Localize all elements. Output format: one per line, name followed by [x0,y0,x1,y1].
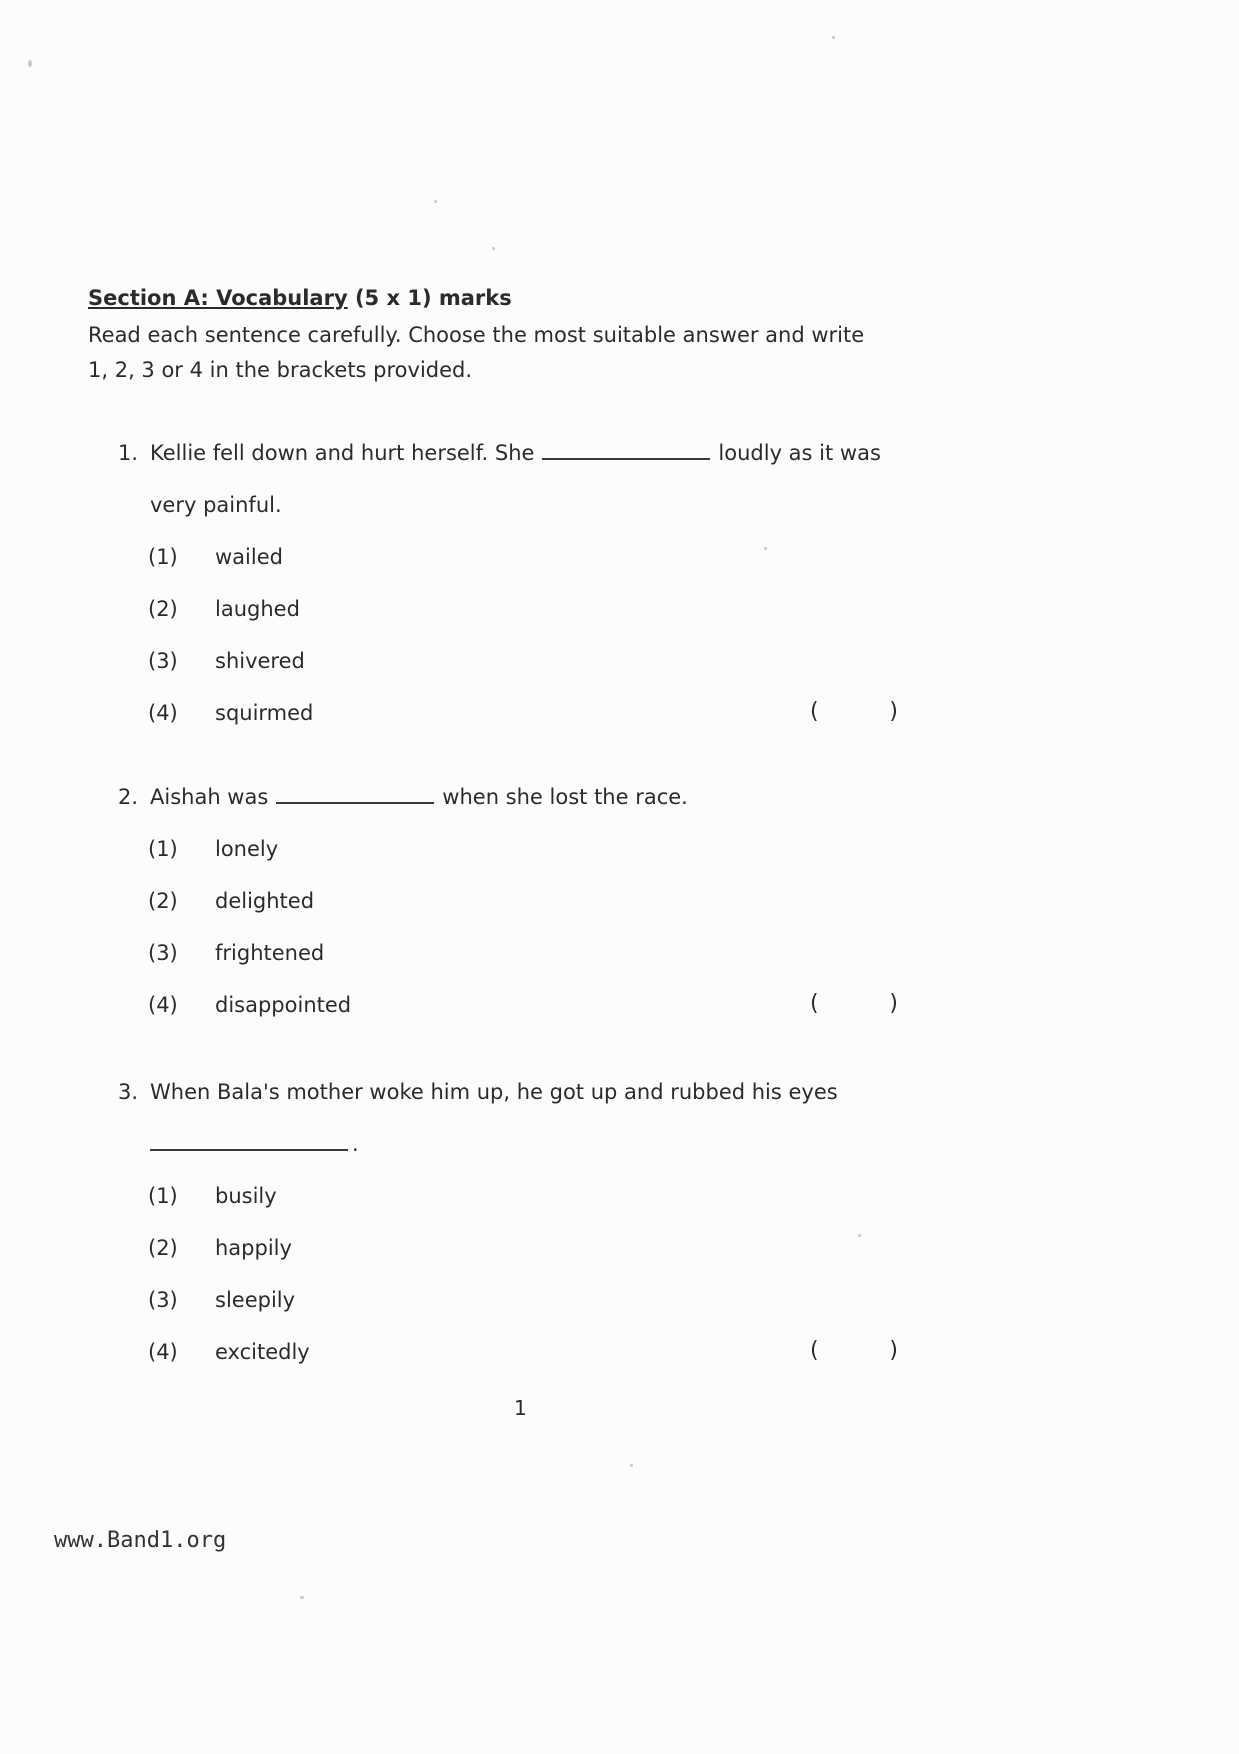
option-4 [148,993,948,1017]
scan-artifact [300,1596,304,1599]
bracket-open: ( [810,991,819,1016]
option-number: (1) [148,837,178,861]
option-number: (3) [148,649,178,673]
option-number: (2) [148,597,178,621]
instructions-line-2: 1, 2, 3 or 4 in the brackets provided. [88,358,473,382]
section-title [88,281,968,316]
option-1 [148,837,948,861]
answer-blank [150,1135,348,1151]
option-number: (4) [148,701,178,725]
answer-bracket [810,1338,898,1363]
option-label: frightened [215,941,325,965]
answer-bracket [810,991,898,1016]
option-label: wailed [215,545,283,569]
question-text: When Bala's mother woke him up, he got up and rubbed his eyes [150,1080,838,1104]
question-text [150,785,948,809]
option-number: (3) [148,941,178,965]
option-label: lonely [215,837,279,861]
scan-artifact [492,247,495,250]
instructions-line-1: Read each sentence carefully. Choose the most suitable answer and write [88,323,865,347]
section-title-text: Section A: Vocabulary [88,286,348,310]
answer-blank [542,444,710,460]
option-number: (4) [148,993,178,1017]
option-label: busily [215,1184,277,1208]
question-text-before-blank: Kellie fell down and hurt herself. She [150,441,535,465]
bracket-open: ( [810,1338,819,1363]
question-text-after-blank: when she lost the race. [442,785,688,809]
question-2 [118,785,948,1045]
option-label: excitedly [215,1340,310,1364]
page-number: 1 [514,1396,527,1420]
answer-bracket [810,699,898,724]
option-4 [148,701,948,725]
bracket-open: ( [810,699,819,724]
question-text-before-blank: Aishah was [150,785,269,809]
scan-artifact [434,200,437,203]
option-label: shivered [215,649,305,673]
option-label: happily [215,1236,292,1260]
option-number: (1) [148,545,178,569]
question-text-after-blank: loudly as it was [718,441,881,465]
option-number: (1) [148,1184,178,1208]
option-4 [148,1340,948,1364]
question-text-suffix: . [352,1132,359,1156]
question-number: 1. [118,441,139,465]
question-text [150,441,948,465]
bracket-close: ) [889,991,898,1016]
option-number: (2) [148,1236,178,1260]
answer-blank [276,788,434,804]
footer-website: www.Band1.org [54,1528,227,1553]
section-title-marks: (5 x 1) marks [347,286,512,310]
option-label: delighted [215,889,315,913]
option-number: (2) [148,889,178,913]
question-1 [118,441,948,753]
option-label: laughed [215,597,300,621]
bracket-close: ) [889,1338,898,1363]
option-2 [148,1236,948,1260]
scan-artifact [28,60,32,67]
option-number: (4) [148,1340,178,1364]
option-3 [148,1288,948,1312]
option-label: disappointed [215,993,352,1017]
option-3 [148,941,948,965]
option-label: sleepily [215,1288,296,1312]
option-number: (3) [148,1288,178,1312]
option-2 [148,597,948,621]
bracket-close: ) [889,699,898,724]
option-3 [148,649,948,673]
question-text-line2: very painful. [150,493,282,517]
option-2 [148,889,948,913]
scan-artifact [630,1464,633,1467]
option-1 [148,1184,948,1208]
question-number: 3. [118,1080,139,1104]
option-label: squirmed [215,701,314,725]
question-number: 2. [118,785,139,809]
section-header [88,281,968,388]
scan-artifact [832,36,835,39]
question-3 [118,1080,948,1392]
option-1 [148,545,948,569]
question-blank-line [150,1132,948,1156]
